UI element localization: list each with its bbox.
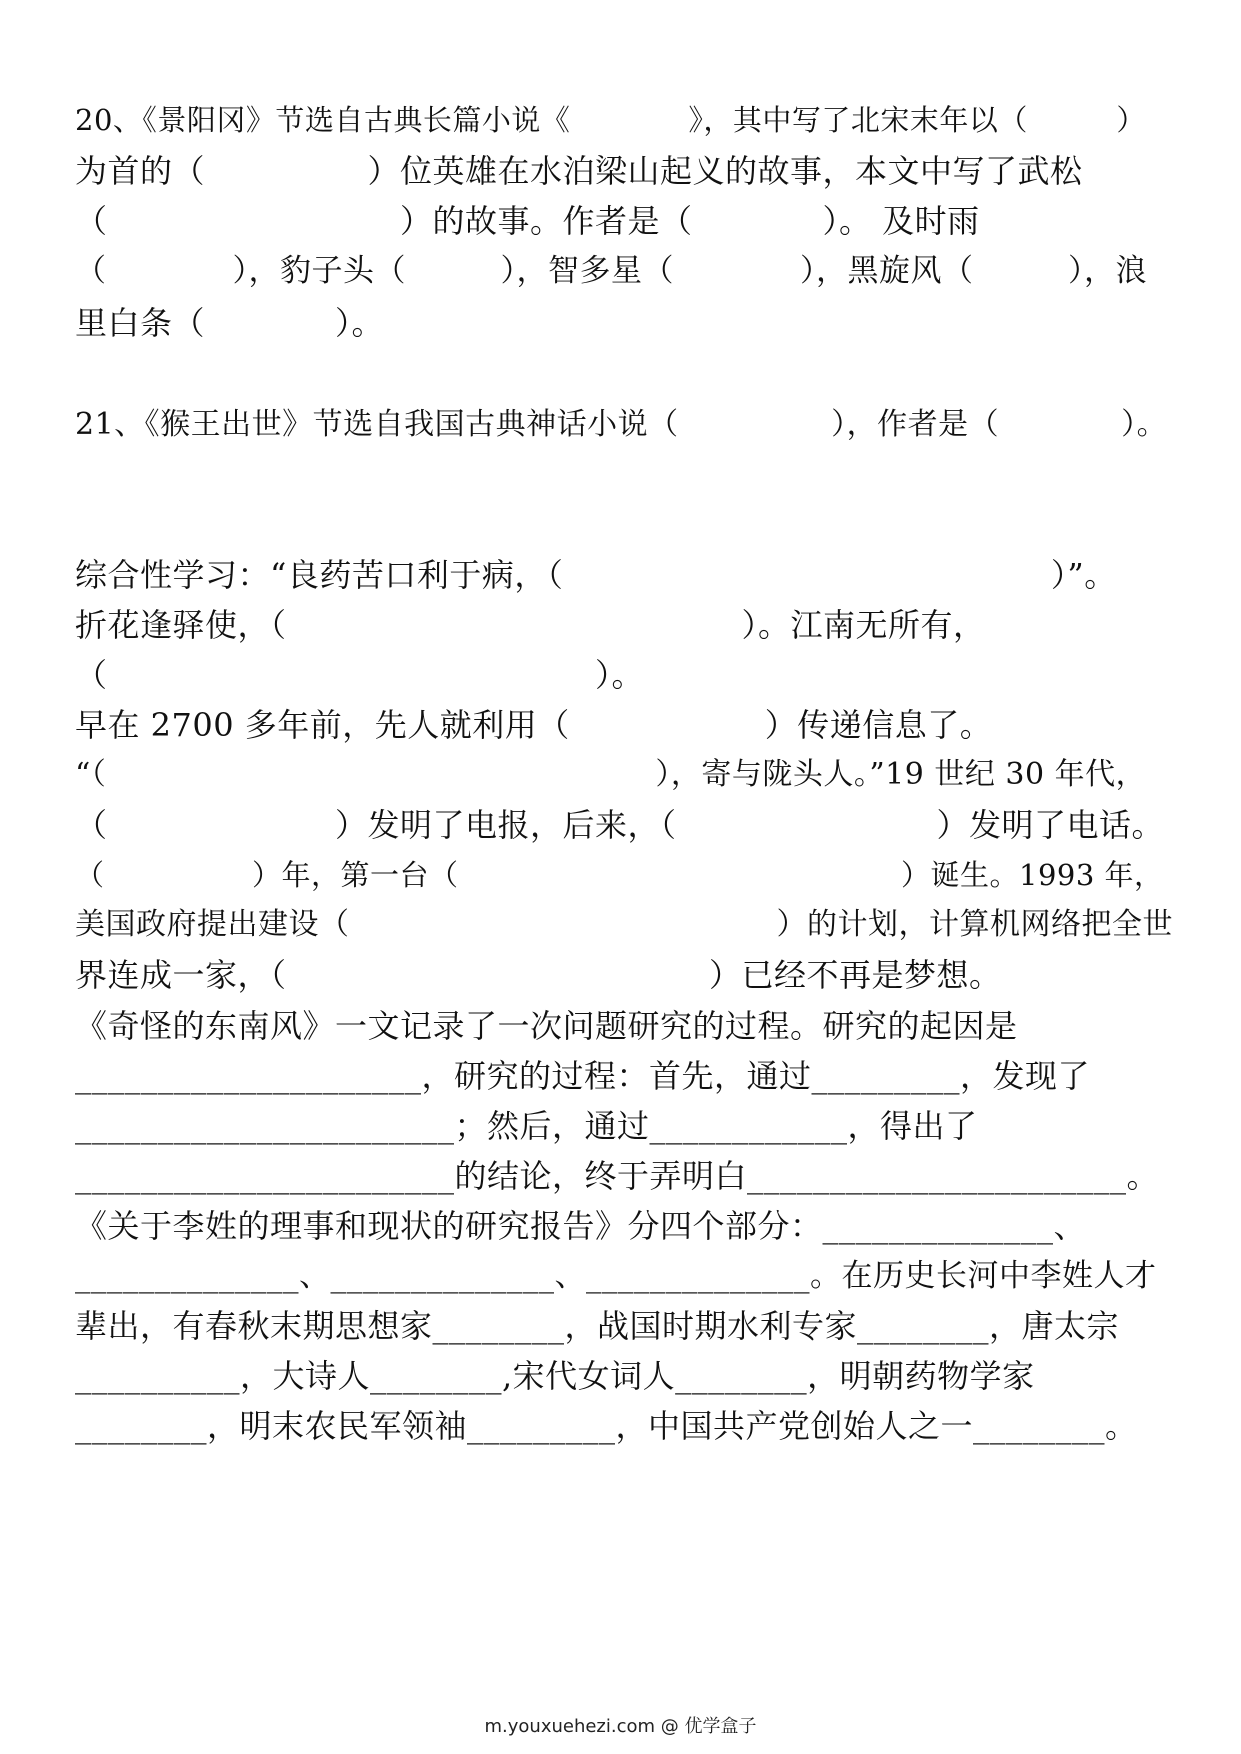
- study-line-6: （ ）发明了电报，后来，（ ）发明了电话。: [75, 806, 1165, 844]
- q20-line-5: 里白条（ ）。: [75, 304, 385, 342]
- q20-line-4: （ ），豹子头（ ），智多星（ ），黑旋风（ ），浪: [75, 253, 1147, 289]
- study-line-14: 《关于李姓的理事和现状的研究报告》分四个部分：______________、: [75, 1207, 1087, 1245]
- q20-line-1: 20、《景阳冈》节选自古典长篇小说《 》，其中写了北宋末年以（ ）: [75, 103, 1146, 137]
- study-line-7: （ ）年，第一台（ ）诞生。1993 年，: [75, 858, 1164, 892]
- q21-line-1: 21、《猴王出世》节选自我国古典神话小说（ ），作者是（ ）。: [75, 407, 1168, 442]
- study-line-10: 《奇怪的东南风》一文记录了一次问题研究的过程。研究的起因是: [75, 1007, 1018, 1045]
- study-line-15: ______________、______________、______________。在历史长河中李姓人才: [75, 1258, 1157, 1294]
- study-line-13: _______________________的结论，终于弄明白_______________________。: [75, 1157, 1160, 1195]
- study-line-1: 综合性学习：“良药苦口利于病，（ ）”。: [75, 556, 1117, 594]
- footer-watermark: m.youxuehezi.com @ 优学盒子: [484, 1716, 757, 1737]
- study-line-17: __________，大诗人________,宋代女词人________，明朝药物学家: [75, 1357, 1035, 1395]
- study-line-5: “（ ），寄与陇头人。”19 世纪 30 年代，: [75, 757, 1147, 792]
- study-line-11: _____________________，研究的过程：首先，通过_________，发现了: [75, 1057, 1091, 1095]
- study-line-18: ________，明末农民军领袖_________，中国共产党创始人之一________。: [75, 1407, 1138, 1445]
- study-line-8: 美国政府提出建设（ ）的计划，计算机网络把全世: [75, 907, 1173, 942]
- q20-line-3: （ ）的故事。作者是（ ）。 及时雨: [75, 202, 980, 240]
- study-line-3: （ ）。: [75, 656, 645, 694]
- study-line-16: 辈出，有春秋末期思想家________，战国时期水利专家________，唐太宗: [75, 1307, 1120, 1345]
- study-line-4: 早在 2700 多年前，先人就利用（ ）传递信息了。: [75, 706, 993, 744]
- study-line-2: 折花逢驿使，（ ）。江南无所有，: [75, 606, 986, 644]
- study-line-12: _______________________；然后，通过____________，得出了: [75, 1107, 978, 1145]
- q20-line-2: 为首的（ ）位英雄在水泊梁山起义的故事，本文中写了武松: [75, 152, 1083, 190]
- study-line-9: 界连成一家，（ ）已经不再是梦想。: [75, 956, 1002, 994]
